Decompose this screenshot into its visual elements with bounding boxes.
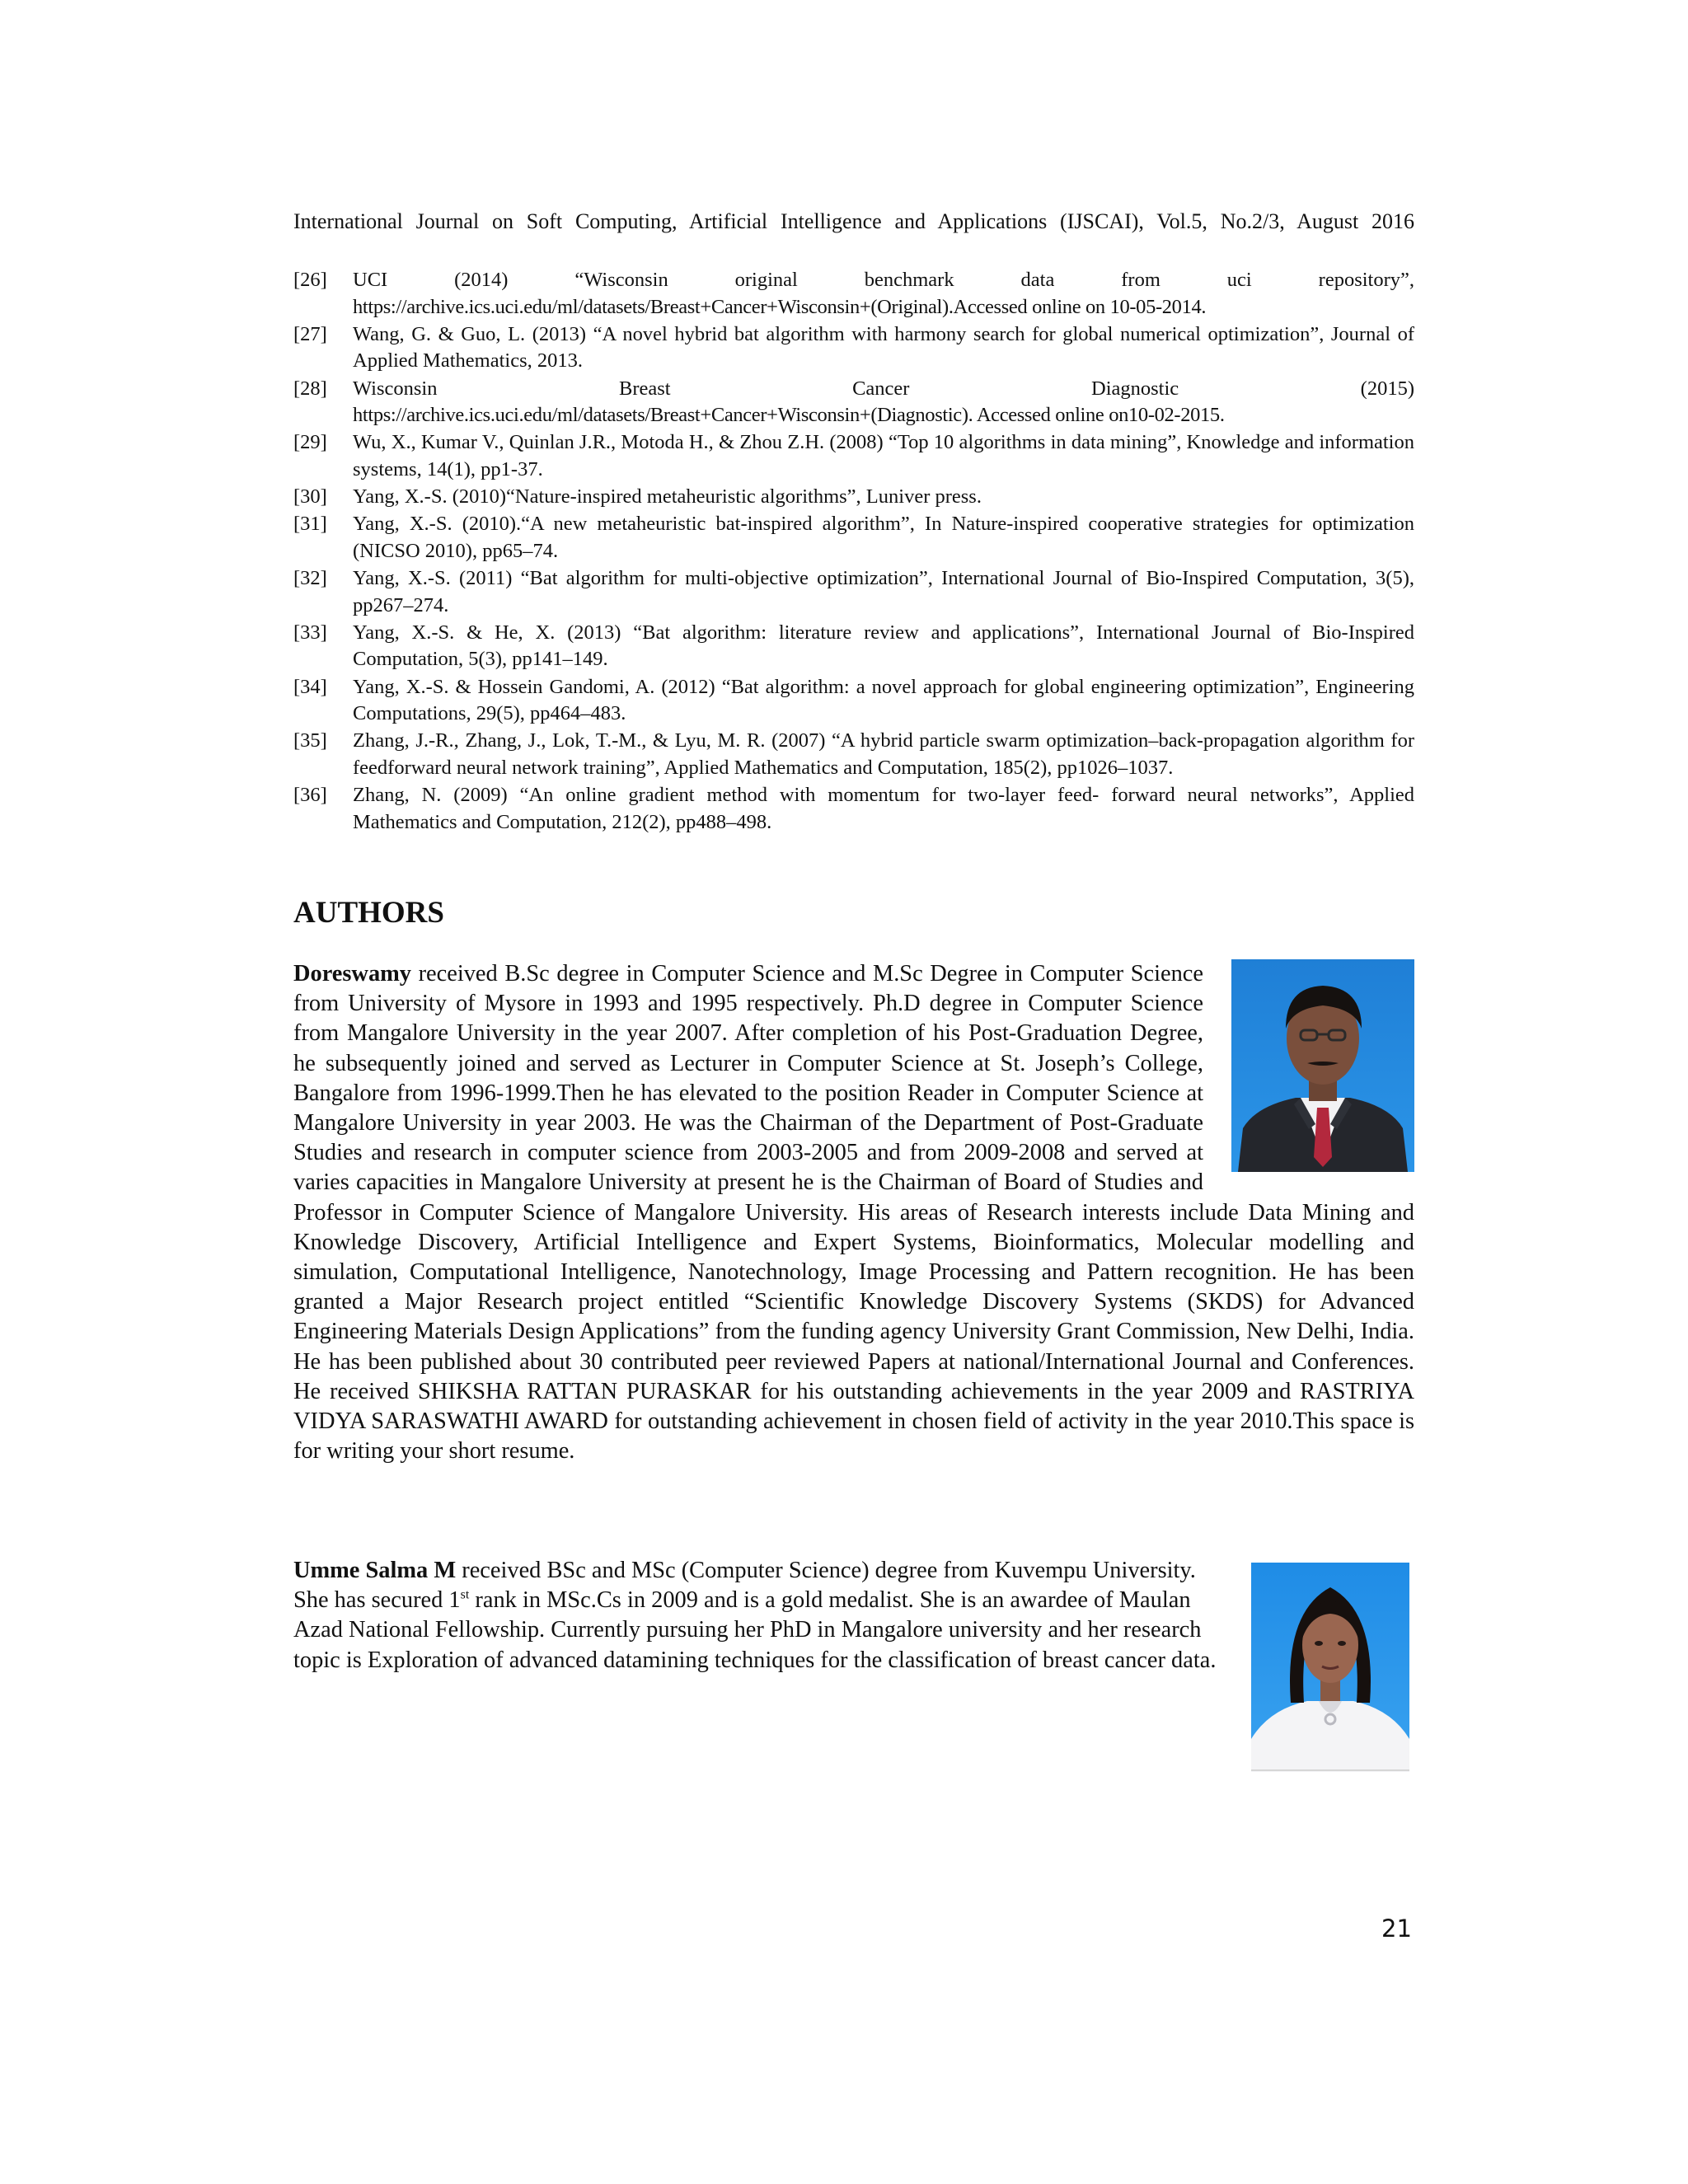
reference-number: [35] [293,729,327,752]
reference-list [293,267,1414,837]
reference-text: Zhang, J.-R., Zhang, J., Lok, T.-M., & Lyu, M. R. (2007) “A hybrid particle swarm optimization–back-propagation algorithm for feedforward neural network training”, Applied Mathematics and Computation, 185(2), pp1026–1037. [353,729,1414,780]
reference-text: Wu, X., Kumar V., Quinlan J.R., Motoda H., & Zhou Z.H. (2008) “Top 10 algorithms in data mining”, Knowledge and information systems, 14(1), pp1-37. [353,431,1414,480]
reference-text [353,376,1414,429]
reference-text: Wang, G. & Guo, L. (2013) “A novel hybrid bat algorithm with harmony search for global numerical optimization”, Journal of Applied Mathematics, 2013. [353,322,1414,373]
reference-text [353,267,1414,321]
authors-heading: AUTHORS [293,896,444,930]
author-photo-doreswamy [1231,959,1414,1172]
reference-number: [26] [293,269,327,291]
reference-number: [27] [293,322,327,345]
reference-item [293,376,1414,429]
reference-number: [34] [293,675,327,698]
reference-text: Yang, X.-S. (2010)“Nature-inspired metaheuristic algorithms”, Luniver press. [353,485,982,509]
reference-text: Yang, X.-S. & Hossein Gandomi, A. (2012) “Bat algorithm: a novel approach for global engineering optimization”, Engineering Computations, 29(5), pp464–483. [353,675,1414,725]
author-bio-umme-salma [293,1556,1225,1675]
reference-item [293,429,1414,483]
author-bio-text: received B.Sc degree in Computer Science and M.Sc Degree in Computer Science from University of Mysore in 1993 and 1995 respectively. Ph.D degree in Computer Science from Mangalore University in the year 2007. After completion of his Post-Graduation Degree, he subsequently joined and served as Lecturer in Computer Science at St. Joseph’s College, Bangalore from 1996-1999.Then he has elevated to the position Reader in Computer Science at Mangalore University in year 2003. He was the Chairman of the Department of Post-Graduate Studies and research in computer science from 2003-2005 and from 2009-2008 and served at varies capacities in Mangalore University at present he is the Chairman of Board of Studies and Professor in Computer Science of Mangalore University. His areas of Research interests include Data Mining and Knowledge Discovery, Artificial Intelligence and Expert Systems, Bioinformatics, Molecular modelling and simulation, Computational Intelligence, Nanotechnology, Image Processing and Pattern recognition. He has been granted a Major Research project entitled “Scientific Knowledge Discovery Systems (SKDS) for Advanced Engineering Materials Design Applications” from the funding agency University Grant Commission, New Delhi, India. He has been published about 30 contributed peer reviewed Papers at national/International Journal and Conferences. He received SHIKSHA RATTAN PURASKAR for his outstanding achievements in the year 2009 and RASTRIYA VIDYA SARASWATHI AWARD for outstanding achievement in chosen field of activity in the year 2010.This space is for writing your short resume. [293,961,1414,1465]
reference-line: Wisconsin Breast Cancer Diagnostic (2015) [353,377,1414,400]
ordinal-suffix: st [460,1587,470,1602]
reference-item [293,511,1414,565]
reference-line: UCI (2014) “Wisconsin original benchmark data from uci repository”, [353,269,1414,291]
reference-number: [30] [293,485,327,509]
reference-number: [31] [293,513,327,536]
reference-text: Yang, X.-S. (2011) “Bat algorithm for multi-objective optimization”, International Journal of Bio-Inspired Computation, 3(5), pp267–274. [353,567,1414,616]
author-name-umme-salma: Umme Salma M [293,1558,457,1583]
reference-item [293,484,1414,511]
page-number: 21 [1381,1915,1412,1943]
reference-number: [29] [293,431,327,454]
author-bio-text: received BSc and MSc (Computer Science) degree from Kuvempu University. She has secured 1 [293,1558,1196,1614]
reference-item [293,620,1414,673]
reference-text: Yang, X.-S. (2010).“A new metaheuristic bat-inspired algorithm”, In Nature-inspired cooperative strategies for optimization (NICSO 2010), pp65–74. [353,513,1414,562]
reference-item [293,321,1414,375]
reference-text: Yang, X.-S. & He, X. (2013) “Bat algorithm: literature review and applications”, International Journal of Bio-Inspired Computation, 5(3), pp141–149. [353,621,1414,671]
author-photo-umme-salma [1251,1563,1409,1772]
reference-url-line: https://archive.ics.uci.edu/ml/datasets/Breast+Cancer+Wisconsin+(Original).Accessed online on 10-05-2014. [353,295,1207,318]
reference-text: Zhang, N. (2009) “An online gradient method with momentum for two-layer feed- forward neural networks”, Applied Mathematics and Computation, 212(2), pp488–498. [353,784,1414,833]
reference-number: [33] [293,621,327,644]
reference-number: [36] [293,784,327,807]
reference-item [293,565,1414,619]
reference-number: [32] [293,567,327,590]
reference-url-line: https://archive.ics.uci.edu/ml/datasets/Breast+Cancer+Wisconsin+(Diagnostic). Accessed online on10-02-2015. [353,404,1225,427]
author-name-doreswamy: Doreswamy [293,961,411,987]
author-bio-text: rank in MSc.Cs in 2009 and is a gold medalist. She is an awardee of Maulan Azad National Fellowship. Currently pursuing her PhD in Mangalore university and her research topic is Exploration of advanced datamining techniques for the classification of breast cancer data. [293,1587,1217,1673]
reference-number: [28] [293,377,327,400]
reference-item [293,267,1414,321]
reference-item [293,674,1414,728]
running-header: International Journal on Soft Computing, Artificial Intelligence and Applications (IJSCAI), Vol.5, No.2/3, August 2016 [293,209,1414,233]
reference-item [293,728,1414,781]
author-bio-doreswamy [293,959,1414,1466]
reference-item [293,782,1414,836]
